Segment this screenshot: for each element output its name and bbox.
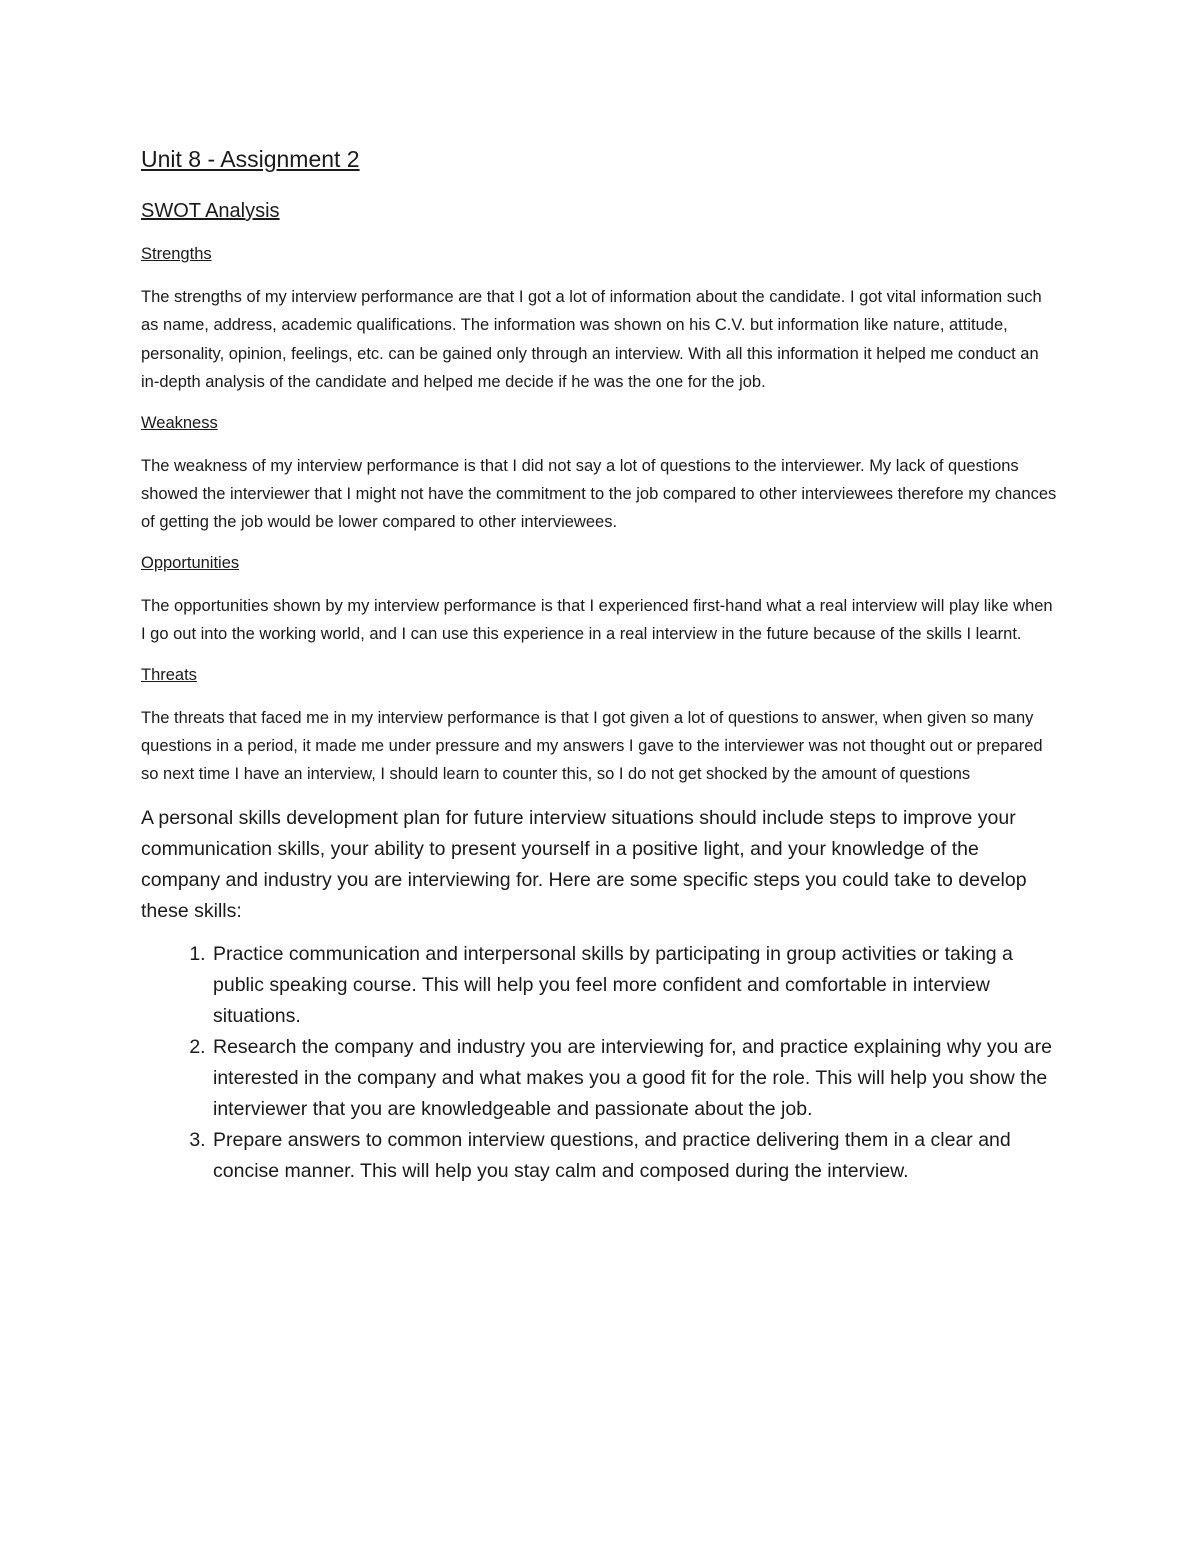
section-body-threats: The threats that faced me in my interview performance is that I got given a lot of questions to answer, when given so many questions in a period, it made me under pressure and my answers I gave to the interviewer was not thought out or prepared so next time I have an interview, I should learn to counter this, so I do not get shocked by the amount of questions — [141, 708, 1043, 784]
section-body-strengths: The strengths of my interview performance are that I got a lot of information about the candidate. I got vital information such as name, address, academic qualifications. The information was shown on his C.V. but information like nature, attitude, personality, opinion, feelings, etc. can be gained only through an interview. With all this information it helped me conduct an in-depth analysis of the candidate and helped me decide if he was the one for the job. — [141, 288, 1042, 392]
section-body-opportunities: The opportunities shown by my interview performance is that I experienced first-hand what a real interview will play like when I go out into the working world, and I can use this experience in a real interview in the future because of the skills I learnt. — [141, 596, 1053, 644]
plan-step: 1. Practice communication and interpersonal skills by participating in group activities or taking a public speaking course. This will help you feel more confident and comfortable in interview situations. — [211, 939, 1061, 1032]
section-heading-weakness: Weakness — [141, 413, 218, 432]
document-subtitle: SWOT Analysis — [141, 200, 280, 222]
plan-steps-list — [141, 939, 1061, 1187]
section-heading-opportunities: Opportunities — [141, 553, 240, 572]
document-body — [141, 143, 1061, 1187]
section-heading-strengths: Strengths — [141, 245, 212, 263]
plan-intro: A personal skills development plan for future interview situations should include steps to improve your communication skills, your ability to present yourself in a positive light, and your knowledge of the company and industry you are interviewing for. Here are some specific steps you could take to develop these skills: — [141, 806, 1027, 922]
document-title: Unit 8 - Assignment 2 — [141, 146, 360, 172]
section-heading-threats: Threats — [141, 665, 197, 684]
plan-step: 2. Research the company and industry you are interviewing for, and practice explaining why you are interested in the company and what makes you a good fit for the role. This will help you show the interviewer that you are knowledgeable and passionate about the job. — [211, 1032, 1061, 1125]
section-body-weakness: The weakness of my interview performance is that I did not say a lot of questions to the interviewer. My lack of questions showed the interviewer that I might not have the commitment to the job compared to other interviewees therefore my chances of getting the job would be lower compared to other interviewees. — [141, 456, 1057, 532]
plan-step: 3. Prepare answers to common interview questions, and practice delivering them in a clear and concise manner. This will help you stay calm and composed during the interview. — [211, 1125, 1061, 1187]
